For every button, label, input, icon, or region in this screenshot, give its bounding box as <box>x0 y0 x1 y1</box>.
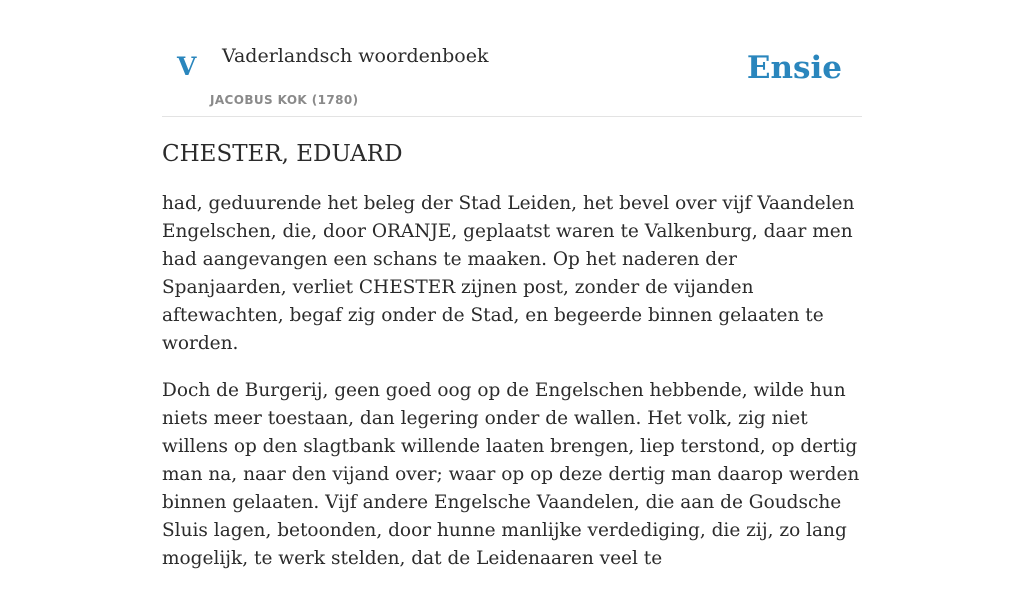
ensie-logo-link[interactable]: Ensie <box>746 50 842 86</box>
dictionary-letter[interactable]: V <box>177 52 197 81</box>
article-paragraph: had, geduurende het beleg der Stad Leiden, het bevel over vijf Vaandelen Engelschen, die, door ORANJE, geplaatst waren te Valkenburg, daar men had aangevangen een schans te maaken. Op het naderen der Spanjaarden, verliet CHESTER zijnen post, zonder de vijanden aftewachten, begaf zig onder de Stad, en begeerde binnen gelaaten te worden. <box>162 193 855 354</box>
site-header <box>162 0 862 117</box>
article <box>162 138 862 592</box>
entry-title: CHESTER, EDUARD <box>162 141 403 167</box>
dictionary-title-link[interactable]: Vaderlandsch woordenboek <box>222 45 489 67</box>
dictionary-author: JACOBUS KOK (1780) <box>210 93 359 107</box>
article-paragraph: Doch de Burgerij, geen goed oog op de Engelschen hebbende, wilde hun niets meer toestaan, dan legering onder de wallen. Het volk, zig niet willens op den slagtbank willende laaten brengen, liep terstond, op dertig man na, naar den vijand over; waar op op deze dertig man daarop werden binnen gelaaten. Vijf andere Engelsche Vaandelen, die aan de Goudsche Sluis lagen, betoonden, door hunne manlijke verdediging, die zij, zo lang mogelijk, te werk stelden, dat de Leidenaaren veel te <box>162 380 860 569</box>
